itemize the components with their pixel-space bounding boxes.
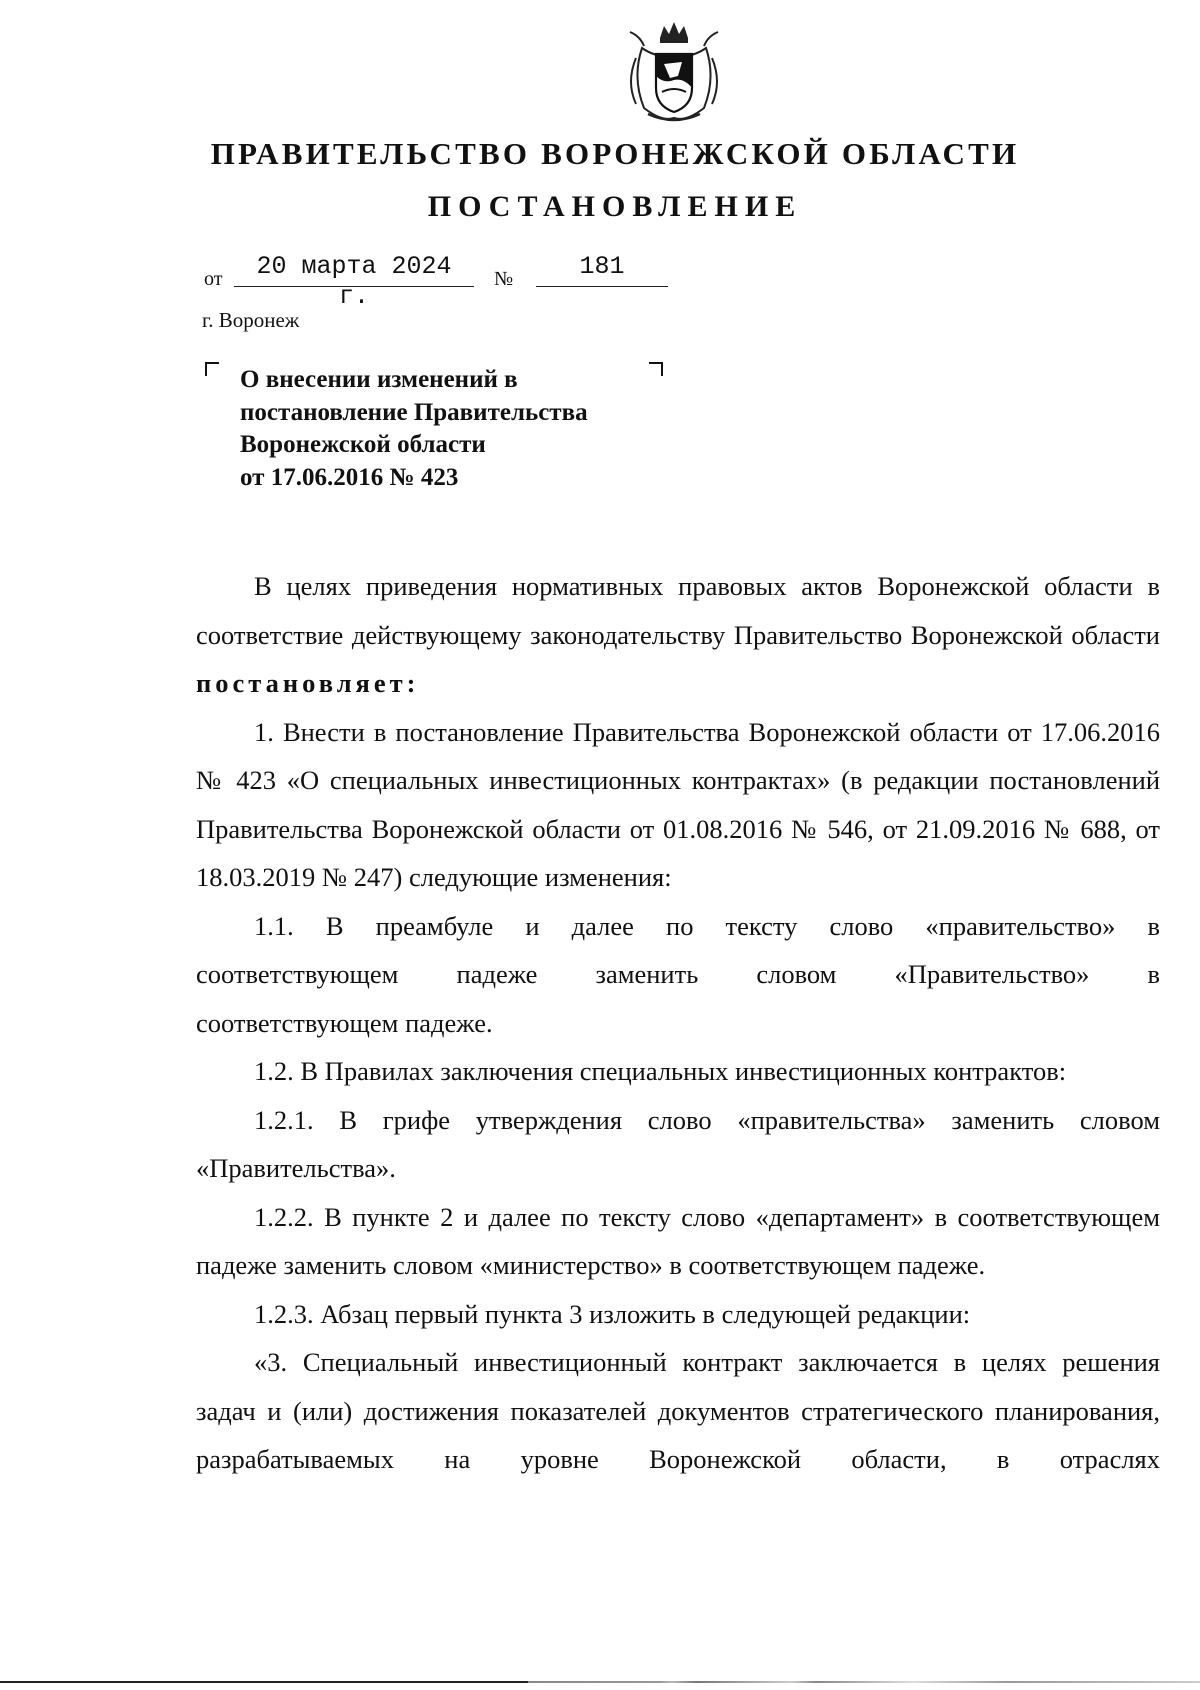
document-subject (240, 364, 588, 494)
resolves-word: постановляет: (196, 668, 420, 698)
paragraph-1-2-2: 1.2.2. В пункте 2 и далее по тексту слово «департамент» в соответствующем падеже заменить словом «министерство» в соответствующем падеже. (196, 1201, 1160, 1280)
government-title: ПРАВИТЕЛЬСТВО ВОРОНЕЖСКОЙ ОБЛАСТИ (210, 136, 1020, 171)
document-body (196, 562, 1160, 1484)
paragraph-1-1-line-2: соответствующем падеже заменить словом «Правительство» в (196, 959, 1160, 989)
subject-line: постановление Правительства (240, 398, 588, 426)
date-number-line (204, 252, 674, 311)
subject-line: О внесении изменений в (240, 366, 518, 393)
voronezh-coat-of-arms-icon (622, 18, 726, 126)
subject-line: от 17.06.2016 № 423 (240, 463, 459, 491)
paragraph-1-1-line-1: 1.1. В преамбуле и далее по тексту слово «правительство» в (254, 910, 1160, 941)
document-type: ПОСТАНОВЛЕНИЕ (427, 190, 803, 223)
paragraph-quoted-3: «3. Специальный инвестиционный контракт заключается в целях решения задач и (или) достижения показателей документов стратегического планирования, разрабатываемых на уровне Воронежской области, в отраслях (196, 1347, 1160, 1474)
paragraph-1-1-line-3: соответствующем падеже. (196, 1007, 493, 1038)
preamble-text: В целях приведения нормативных правовых актов Воронежской области в соответствие действующему законодательству Правительство Воронежской области (196, 571, 1160, 650)
preamble-paragraph (196, 562, 1160, 708)
subject-bracket-right (649, 362, 663, 376)
paragraph-1-2: 1.2. В Правилах заключения специальных инвестиционных контрактов: (254, 1056, 1067, 1086)
date-label: от (204, 268, 223, 290)
document-number: 181 (536, 252, 668, 287)
number-label: № (494, 268, 514, 290)
subject-bracket-left (205, 362, 219, 376)
paragraph-1-2-1: 1.2.1. В грифе утверждения слово «правительства» заменить словом «Правительства». (196, 1104, 1160, 1183)
scan-bottom-edge (0, 1681, 1200, 1683)
paragraph-1: 1. Внести в постановление Правительства Воронежской области от 17.06.2016 № 423 «О специальных инвестиционных контрактах» (в редакции постановлений Правительства Воронежской области от 01.08.2016 № 546, от 21.09.2016 № 688, от 18.03.2019 № 247) следующие изменения: (196, 716, 1160, 892)
paragraph-1-2-3: 1.2.3. Абзац первый пункта 3 изложить в следующей редакции: (254, 1298, 971, 1329)
document-date: 20 марта 2024 г. (234, 252, 474, 287)
subject-line: Воронежской области (240, 431, 486, 458)
city: г. Воронеж (202, 308, 300, 332)
